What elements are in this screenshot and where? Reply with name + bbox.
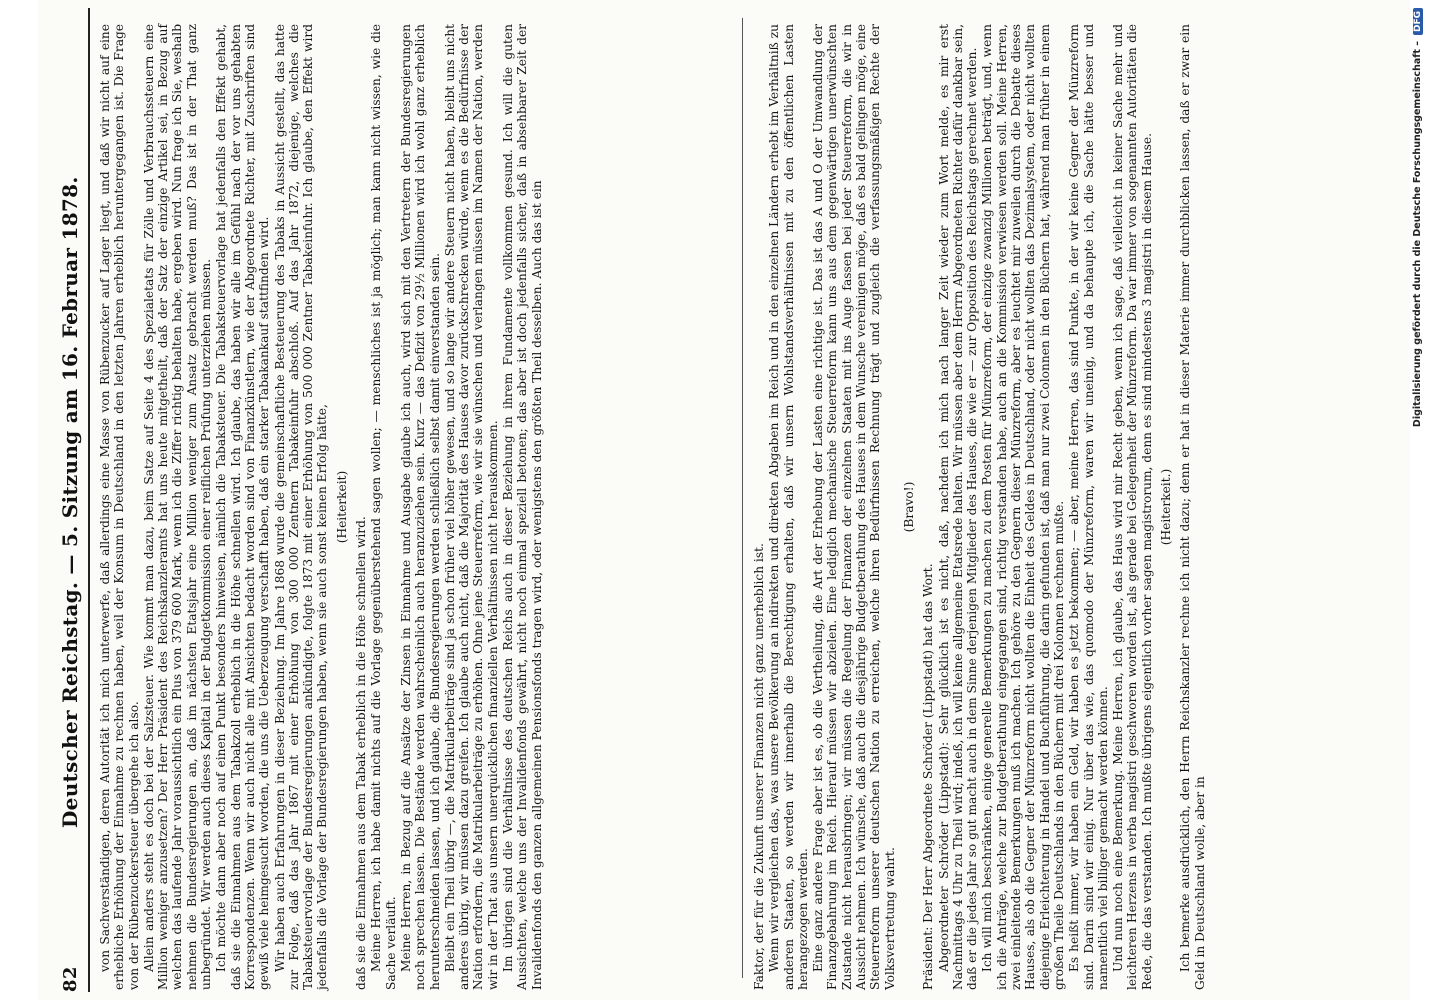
interjection: (Bravo!)	[901, 481, 916, 533]
credit-text: Digitalisierung gefördert durch die Deutsche Forschungsgemeinschaft –	[1412, 41, 1423, 428]
paragraph: daß sie die Einnahmen aus dem Tabak erheblich in die Höhe schnellen wird.	[354, 516, 369, 990]
paragraph: von Sachverständigen, deren Autorität ich mich unterwerfe, daß allerdings eine Masse von Rübenzucker auf Lager liegt, und daß wir nicht auf eine erhebliche Erhöhung der Einnahme zu rechnen haben, weil der Konsum in Deutschland in den letzten Jahren erheblich heruntergegangen ist. Die Frage von der Rübenzuckersteuer übergehe ich also.	[98, 24, 141, 990]
running-header	[56, 8, 84, 992]
speaker-line: Präsident: Der Herr Abgeordnete Schröder (Lippstadt) hat das Wort.	[921, 563, 936, 990]
paragraph: Es heißt immer, wir haben ein Geld, wir haben es jetzt bekommen; — aber, meine Herren, das sind Punkte, in der wir keine Gegner der Münzreform sind. Darin sind wir einig. Nur über das wie, das quomodo der Münzreform, waren wir uneinig, und da behaupte ich, die Sache hätte besser und namentlich viel billiger gemacht werden können.	[1067, 24, 1110, 990]
page-number: 82	[59, 966, 81, 992]
page-title: Deutscher Reichstag. — 5. Sitzung am 16. Februar 1878.	[58, 176, 82, 828]
dfg-logo: DFG	[1413, 8, 1423, 35]
interjection: (Heiterkeit.)	[1159, 468, 1174, 546]
header-rule	[88, 8, 90, 992]
text-column-right	[752, 24, 1402, 990]
paragraph: Und nun noch eine Bemerkung. Meine Herren, ich glaube, das Haus wird mir Recht geben, wenn ich sage, daß vielleicht in keiner Sache mehr und leichteren Herzens in verba magistri geschworen worden ist, als gerade bei Gelegenheit der Münzreform. Da war immer von sogenannten Autoritäten die Rede, die das verstanden. Ich mußte übrigens eigentlich vorher sagen magistrorum, denn es sind mindestens 3 magistri in diesem Hause.	[1111, 24, 1154, 990]
paragraph: Abgeordneter Schröder (Lippstadt): Sehr glücklich ist es nicht, daß, nachdem ich mich nach langer Zeit wieder zum Wort melde, es mir erst Nachmittags 4 Uhr zu Theil wird; indeß, ich will keine allgemeine Etatsrede halten. Wir müssen aber dem Herrn Abgeordneten Richter dafür dankbar sein, daß er die jedes Jahr so gut macht auch in dem Sinne derjenigen Mitglieder des Hauses, die wie er — zur Opposition des Reichstags gerechnet werden.	[936, 24, 980, 990]
paragraph: Ich will mich beschränken, einige generelle Bemerkungen zu machen zu dem Posten für Münzreform, der einzige zwanzig Millionen beträgt, und, wenn ich die Anträge, welche zur Budgetberathung eingegangen sind, richtig verstanden habe, auch an die Kommission verwiesen werden soll. Meine Herren, zwei einleitende Bemerkungen muß ich machen. Ich gehöre zu den Gegnern dieser Münzreform, aber es leuchtet mir zuweilen durch die Debatte dieses Hauses, als ob die Gegner der Münzreform nicht wollten die Einheit des Geldes in Deutschland, oder nicht wollten das Dezimalsystem, oder nicht wollten diejenige Erleichterung in Handel und Buchführung, die darin gefunden ist, daß man nur zwei Colonnen in den Büchern hat, während man früher in einem großen Theile Deutschlands in den Büchern mit drei Kolonnen rechnen mußte.	[980, 24, 1066, 990]
paragraph: Meine Herren, in Bezug auf die Ansätze der Zinsen in Einnahme und Ausgabe glaube ich auch, wird sich mit den Vertretern der Bundesregierungen noch sprechen lassen. Die Bestände werden wahrscheinlich auch heranzuziehen sein. Kurz — das Defizit von 29½ Millionen wird ich wohl ganz erheblich herunterschneiden lassen, und ich glaube, die Bundesregierungen werden schließlich selbst damit einverstanden sein.	[398, 24, 442, 990]
paragraph: Bleibt ein Theil übrig —, die Matrikularbeiträge sind ja schon früher viel höher gewesen, und so lange wir andere Steuern nicht haben, bleibt uns nicht anderes übrig, wir müssen dazu greifen. Ich glaube auch nicht, daß die Majorität des Hauses davor zurückschrecken würde, wenn es die Bedürfnisse der Nation erfordern, die Matrikularbeiträge zu erhöhen. Ohne jene Steuerreform, wie wir sie wünschen und verlangen müssen im Namen der Nation, werden wir in der That aus unsern unerquicklichen finanziellen Verhältnissen nicht herauskommen.	[442, 24, 500, 990]
digitization-credit	[1412, 8, 1423, 992]
paragraph: Allein anders steht es doch bei der Salzsteuer. Wie kommt man dazu, beim Satze auf Seite 4 des Spezialetats für Zölle und Verbrauchssteuern eine Million weniger anzusetzen? Der Herr Präsident des Reichskanzleramts hat uns heute mitgetheilt, daß der Satz der einzige Artikel sei, in Bezug auf welchen das laufende Jahr voraussichtlich ein Plus von 379 600 Mark, wenn ich die Ziffer richtig behalten habe, ergeben wird. Nun frage ich Sie, weshalb nehmen die Bundesregierungen an, daß im nächsten Etatsjahr eine Million weniger zum Ansatz gebracht werden muß? Das ist in der That ganz unbegründet. Wir werden auch dieses Kapital in der Budgetkommission einer reiflichen Prüfung unterziehen müssen.	[141, 24, 214, 990]
text-column-left	[98, 24, 738, 990]
paragraph: Im übrigen sind die Verhältnisse des deutschen Reichs auch in dieser Beziehung in ihrem Fundamente vollkommen gesund. Ich will die guten Aussichten, welche uns der Invalidenfonds gewährt, nicht noch einmal speziell betonen; das aber ist doch jedenfalls sicher, daß in absehbarer Zeit der Invalidenfonds den ganzen allgemeinen Pensionsfonds tragen wird, oder wenigstens den größten Theil desselben. Auch das ist ein	[501, 24, 544, 990]
paragraph: Eine ganz andere Frage aber ist es, ob die Vertheilung, die Art der Erhebung der Lasten eine richtige ist. Das ist das A und O der Umwandlung der Finanzgebahrung im Reich. Hierauf müssen wir abzielen. Eine lediglich mechanische Steuerreform kann uns aus dem gegenwärtigen unerwünschten Zustande nicht herausbringen; wir müssen die Regelung der Finanzen der einzelnen Staaten mit ins Auge fassen bei jeder Steuerreform, die wir in Aussicht nehmen. Ich wünsche, daß auch die diesjährige Budgetberathung des Hauses in dem Wunsche vereinigen möge, daß es bald gelingen möge, eine Steuerreform unserer deutschen Nation zu erreichen, welche ihren Bedürfnissen Rechnung trägt und zugleich die verfassungsmäßigen Rechte der Volksvertretung wahrt.	[811, 24, 897, 990]
paragraph: Wenn wir vergleichen das, was unsere Bevölkerung an indirekten und direkten Abgaben im Reich und in den einzelnen Ländern erhebt im Verhältniß zu anderen Staaten, so werden wir innerhalb die Berechtigung erhalten, daß wir unsern Wohlstandsverhältnissen mit zu den öffentlichen Lasten herangezogen werden.	[767, 24, 810, 990]
column-divider	[742, 18, 743, 978]
paragraph: Meine Herren, ich habe damit nichts auf die Vorlage gegenüberstehend sagen wollen; — menschliches ist ja möglich; man kann nicht wissen, wie die Sache verläuft.	[369, 24, 398, 990]
interjection: (Heiterkeit)	[334, 470, 349, 544]
paragraph: Ich möchte dann aber noch auf einen Punkt besonders hinweisen, nämlich die Tabaksteuer. Die Tabaksteuervorlage hat jedenfalls den Effekt gehabt, daß sie die Einnahmen aus dem Tabakzoll erheblich in die Höhe schnellen wird. Ich glaube, das haben wir alle im Gefühl nach der vor uns gehabten Korrespondenzen. Wenn wir auch nicht alle mit Ansichten bedacht worden sind von Finanzkünstlern, wie der Abgeordnete Richter, mit Zuschriften sind gewiß viele heimgesucht worden, die uns die Ueberzeugung verschafft haben, daß ein starker Tabakankauf stattfinden wird.	[214, 24, 272, 990]
paragraph: Faktor, der für die Zukunft unserer Finanzen nicht ganz unerheblich ist.	[752, 543, 766, 990]
paragraph: Wir haben auch Erfahrungen in dieser Beziehung. Im Jahre 1868 wurde die gemeinschaftliche Besteuerung des Tabaks in Aussicht gestellt, das hatte zur Folge, daß das Jahr 1867 mit einer Erhöhung von 300 000 Zentnern Tabakeinfuhr abschloß. Auf das Jahr 1872, diejenige, welches die Tabaksteuervorlage der Bundesregierungen ankündigte, folgte 1873 mit einer Erhöhung von 500 000 Zentner Tabakeinfuhr. Ich glaube, den Effekt wird jedenfalls die Vorlage der Bundesregierungen haben, wenn sie auch sonst keinen Erfolg hätte,	[272, 24, 330, 990]
paragraph: Ich bemerke ausdrücklich, den Herrn Reichskanzler rechne ich nicht dazu; denn er hat in dieser Materie immer durchblicken lassen, daß er zwar ein Geld in Deutschland wolle, aber in	[1178, 24, 1207, 990]
